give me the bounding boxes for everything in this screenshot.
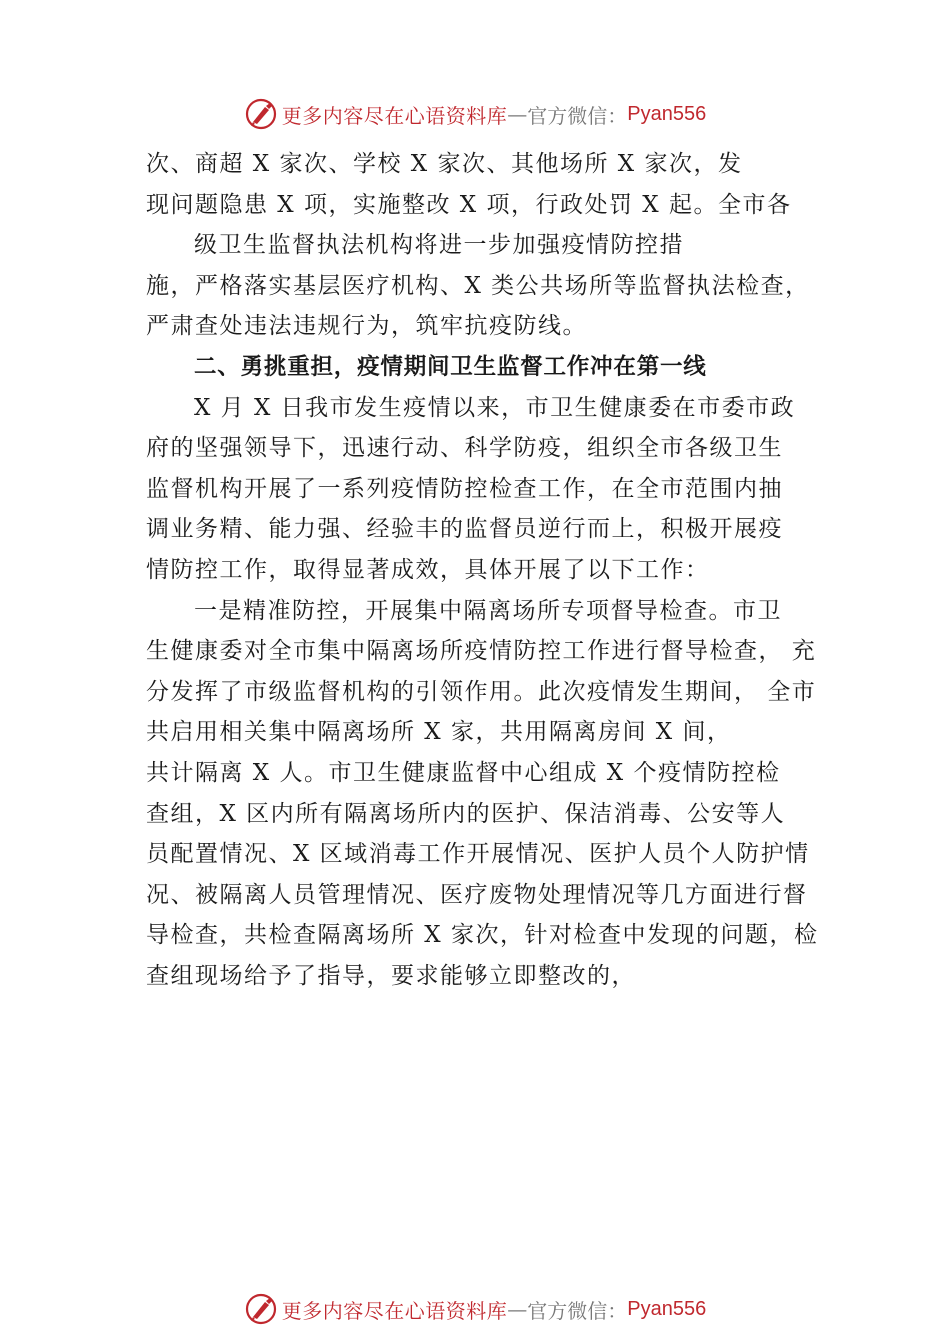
watermark-wechat-label: 官方微信： bbox=[527, 103, 628, 128]
pen-circle-logo-icon bbox=[244, 97, 278, 131]
text-line: 查组现场给予了指导，要求能够立即整改的， bbox=[146, 962, 636, 989]
watermark-site-name: 更多内容尽在心语资料库 bbox=[281, 103, 508, 128]
text-line: 施，严格落实基层医疗机构、X 类公共场所等监督执法检查， bbox=[146, 272, 810, 299]
watermark-dash: — bbox=[507, 1297, 528, 1321]
text-line: 员配置情况、X 区域消毒工作开展情况、医护人员个人防护情 bbox=[146, 841, 810, 868]
pen-circle-logo-icon bbox=[244, 1292, 278, 1326]
watermark-wechat-label: 官方微信： bbox=[527, 1298, 628, 1323]
text-line: 府的坚强领导下，迅速行动、科学防疫，组织全市各级卫生 bbox=[146, 435, 783, 462]
text-line: X 月 X 日我市发生疫情以来，市卫生健康委在市委市政 bbox=[194, 394, 796, 421]
section-heading: 二、勇挑重担，疫情期间卫生监督工作冲在第一线 bbox=[194, 353, 707, 380]
text-line: 导检查，共检查隔离场所 X 家次，针对检查中发现的问题，检 bbox=[146, 922, 819, 949]
text-line: 分发挥了市级监督机构的引领作用。此次疫情发生期间， 全市 bbox=[146, 678, 817, 705]
text-line: 现问题隐患 X 项，实施整改 X 项，行政处罚 X 起。全市各 bbox=[146, 191, 792, 218]
page-header-watermark bbox=[0, 94, 950, 134]
text-line: 共计隔离 X 人。市卫生健康监督中心组成 X 个疫情防控检 bbox=[146, 759, 781, 786]
text-line: 一是精准防控，开展集中隔离场所专项督导检查。市卫 bbox=[194, 597, 782, 624]
text-line: 情防控工作，取得显著成效，具体开展了以下工作： bbox=[146, 556, 710, 583]
text-line: 监督机构开展了一系列疫情防控检查工作，在全市范围内抽 bbox=[146, 475, 783, 502]
text-line: 查组，X 区内所有隔离场所内的医护、保洁消毒、公安等人 bbox=[146, 800, 786, 827]
text-line: 级卫生监督执法机构将进一步加强疫情防控措 bbox=[194, 232, 684, 259]
watermark-site-name: 更多内容尽在心语资料库 bbox=[281, 1298, 508, 1323]
text-line: 调业务精、能力强、经验丰的监督员逆行而上，积极开展疫 bbox=[146, 516, 783, 543]
document-body bbox=[146, 144, 818, 996]
watermark-wechat-id: Pyan556 bbox=[627, 102, 707, 125]
page-footer-watermark bbox=[0, 1289, 950, 1329]
text-line: 生健康委对全市集中隔离场所疫情防控工作进行督导检查， 充 bbox=[146, 638, 817, 665]
text-line: 次、商超 X 家次、学校 X 家次、其他场所 X 家次，发 bbox=[146, 151, 743, 177]
watermark-dash: — bbox=[507, 102, 528, 126]
text-line: 况、被隔离人员管理情况、医疗废物处理情况等几方面进行督 bbox=[146, 881, 808, 908]
text-line: 共启用相关集中隔离场所 X 家，共用隔离房间 X 间， bbox=[146, 719, 732, 746]
text-line: 严肃查处违法违规行为，筑牢抗疫防线。 bbox=[146, 313, 587, 340]
watermark-wechat-id: Pyan556 bbox=[627, 1297, 707, 1320]
